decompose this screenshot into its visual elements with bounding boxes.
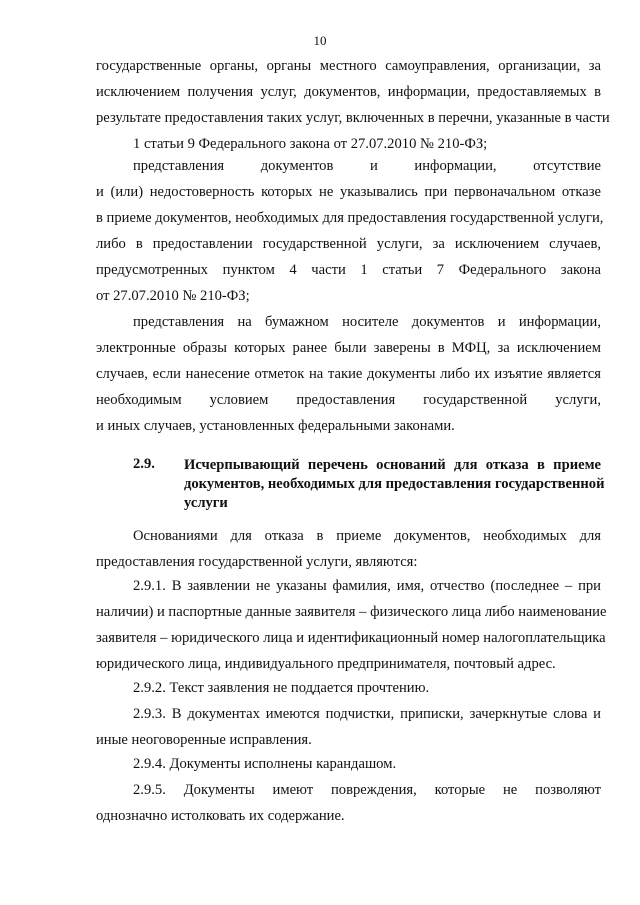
item-2-9-2 [96, 675, 601, 701]
paragraph-grounds [96, 523, 601, 575]
text-line: 1 статьи 9 Федерального закона от 27.07.2010 № 210-ФЗ; [133, 136, 488, 152]
text-line: и (или) недостоверность которых не указывались при первоначальном отказе [96, 184, 601, 200]
text-line: 2.9.4. Документы исполнены карандашом. [133, 756, 397, 772]
section-title [184, 456, 605, 513]
page-number: 10 [313, 33, 327, 48]
text-line: необходимым условием предоставления государственной услуги, [96, 392, 601, 408]
text-line: электронные образы которых ранее были заверены в МФЦ, за исключением [96, 340, 601, 356]
text-line: наличии) и паспортные данные заявителя – физического лица либо наименование [96, 604, 607, 620]
section-number: 2.9. [133, 456, 155, 472]
text-line: случаев, если нанесение отметок на такие документы либо их изъятие является [96, 366, 601, 382]
section-heading [96, 456, 605, 513]
item-2-9-5 [96, 777, 601, 829]
section-title-line: услуги [184, 495, 228, 511]
text-line: и иных случаев, установленных федеральными законами. [96, 418, 455, 434]
paragraph-paper-documents [96, 309, 601, 439]
text-line: однозначно истолковать их содержание. [96, 808, 345, 824]
text-line: 2.9.3. В документах имеются подчистки, приписки, зачеркнутые слова и [133, 706, 601, 722]
item-2-9-4 [96, 751, 601, 777]
text-line: 2.9.2. Текст заявления не поддается прочтению. [133, 680, 430, 696]
text-line: исключением получения услуг, документов, информации, предоставляемых в [96, 84, 601, 100]
text-line: государственные органы, органы местного самоуправления, организации, за [96, 58, 601, 74]
text-line: от 27.07.2010 № 210-ФЗ; [96, 288, 250, 304]
section-title-line: Исчерпывающий перечень оснований для отказа в приеме [184, 457, 601, 473]
text-line: представления на бумажном носителе документов и информации, [133, 314, 601, 330]
text-line: предоставления государственной услуги, являются: [96, 554, 418, 570]
section-title-line: документов, необходимых для предоставления государственной [184, 476, 605, 492]
text-line: результате предоставления таких услуг, включенных в перечни, указанные в части [96, 110, 610, 126]
paragraph-continuation [96, 53, 610, 157]
text-line: 2.9.1. В заявлении не указаны фамилия, имя, отчество (последнее – при [133, 578, 601, 594]
text-line: либо в предоставлении государственной услуги, за исключением случаев, [96, 236, 601, 252]
text-line: 2.9.5. Документы имеют повреждения, которые не позволяют [133, 782, 601, 798]
item-2-9-3 [96, 701, 601, 753]
text-line: заявителя – юридического лица и идентификационный номер налогоплательщика [96, 630, 606, 646]
text-line: юридического лица, индивидуального предпринимателя, почтовый адрес. [96, 656, 556, 672]
text-line: в приеме документов, необходимых для предоставления государственной услуги, [96, 210, 604, 226]
text-line: иные неоговоренные исправления. [96, 732, 312, 748]
text-line: предусмотренных пунктом 4 части 1 статьи 7 Федерального закона [96, 262, 601, 278]
item-2-9-1 [96, 573, 607, 677]
text-line: представления документов и информации, отсутствие [133, 158, 601, 174]
paragraph-documents-information [96, 153, 604, 309]
text-line: Основаниями для отказа в приеме документов, необходимых для [133, 528, 601, 544]
